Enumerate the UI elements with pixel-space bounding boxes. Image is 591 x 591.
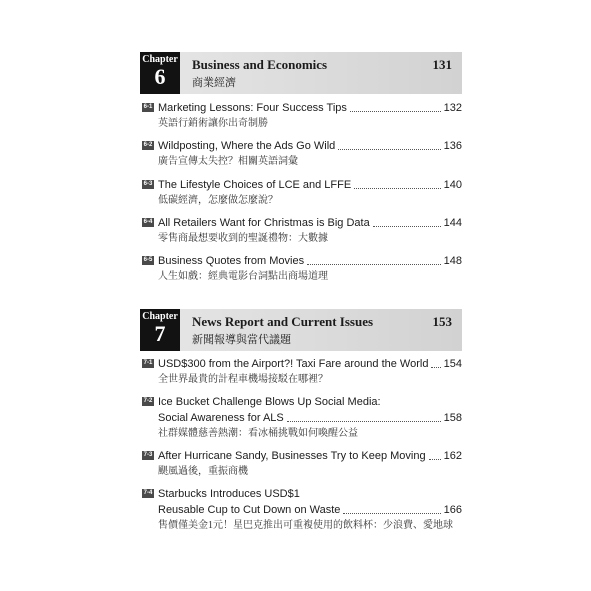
entry-title-line-1: Starbucks Introduces USD$1 — [158, 488, 300, 500]
toc-entry-6-5[interactable] — [142, 253, 462, 284]
entry-subtitle: 英語行銷術讓你出奇制勝 — [158, 118, 268, 129]
entry-title: The Lifestyle Choices of LCE and LFFE — [158, 179, 352, 191]
entry-subtitle: 人生如戲：經典電影台詞點出商場道理 — [158, 271, 328, 282]
entry-title-line-2: Social Awareness for ALS — [158, 412, 284, 424]
entry-title: Business Quotes from Movies — [158, 255, 305, 267]
chapter-7-header — [140, 309, 462, 351]
entry-title: Marketing Lessons: Four Success Tips — [158, 102, 347, 114]
entry-page: 158 — [443, 412, 462, 424]
chapter-subtitle: 新聞報導與當代議題 — [192, 334, 291, 346]
entry-subtitle: 全世界最貴的計程車機場接駁在哪裡？ — [158, 374, 328, 385]
chapter-title: News Report and Current Issues — [192, 314, 374, 329]
leader-dots — [354, 188, 440, 189]
entry-tag: 6-3 — [143, 181, 153, 187]
chapter-page: 153 — [432, 314, 452, 329]
entry-page: 148 — [443, 255, 462, 267]
toc-entry-7-4[interactable] — [142, 486, 462, 533]
entry-tag: 7-4 — [143, 490, 153, 496]
toc-entry-6-3[interactable] — [142, 177, 462, 208]
entry-page: 136 — [443, 140, 462, 152]
entry-subtitle: 低碳經濟，怎麼做怎麼說？ — [158, 195, 278, 206]
entry-page: 154 — [443, 358, 462, 370]
entry-title: After Hurricane Sandy, Businesses Try to Keep Moving — [158, 450, 426, 462]
entry-tag: 6-2 — [143, 142, 153, 148]
entry-title: USD$300 from the Airport?! Taxi Fare around the World — [158, 358, 429, 370]
leader-dots — [431, 367, 440, 368]
entry-page: 162 — [443, 450, 462, 462]
toc-entry-6-4[interactable] — [142, 215, 462, 246]
chapter-number: 7 — [154, 321, 166, 346]
chapter-page: 131 — [432, 57, 452, 72]
chapter-title: Business and Economics — [192, 57, 328, 72]
entry-subtitle: 社群媒體慈善熱潮：看冰桶挑戰如何喚醒公益 — [158, 428, 358, 439]
toc-entry-7-3[interactable] — [142, 448, 462, 479]
chapter-label: Chapter — [142, 311, 178, 322]
entry-page: 144 — [443, 217, 462, 229]
entry-title-line-1: Ice Bucket Challenge Blows Up Social Media: — [158, 396, 381, 408]
entry-subtitle: 零售商最想要收到的聖誕禮物：大數據 — [158, 233, 328, 244]
entry-subtitle: 廣告宣傳太失控？相關英語詞彙 — [158, 156, 298, 167]
leader-dots — [287, 421, 441, 422]
entry-title: Wildposting, Where the Ads Go Wild — [158, 140, 336, 152]
entry-tag: 7-2 — [143, 398, 153, 404]
chapter-6-header — [140, 52, 462, 94]
toc-entry-7-2[interactable] — [142, 394, 462, 441]
entry-page: 132 — [443, 102, 462, 114]
toc-entry-6-1[interactable] — [142, 100, 462, 131]
entry-title-line-2: Reusable Cup to Cut Down on Waste — [158, 504, 341, 516]
entry-tag: 6-4 — [143, 219, 153, 225]
chapter-subtitle: 商業經濟 — [192, 77, 236, 89]
toc-entry-6-2[interactable] — [142, 138, 462, 169]
toc-entry-7-1[interactable] — [142, 356, 462, 387]
entry-page: 166 — [443, 504, 462, 516]
chapter-number: 6 — [154, 64, 166, 89]
chapter-number-box — [140, 52, 180, 94]
chapter-title-band — [180, 52, 462, 94]
entry-subtitle: 颶風過後，重振商機 — [158, 466, 248, 477]
leader-dots — [350, 111, 441, 112]
leader-dots — [373, 226, 441, 227]
leader-dots — [343, 513, 440, 514]
entry-tag: 7-1 — [143, 360, 153, 366]
leader-dots — [429, 459, 441, 460]
chapter-label: Chapter — [142, 54, 178, 65]
entry-page: 140 — [443, 179, 462, 191]
chapter-title-band — [180, 309, 462, 351]
entry-title: All Retailers Want for Christmas is Big Data — [158, 217, 370, 229]
entry-tag: 6-5 — [143, 257, 153, 263]
entry-subtitle: 售價僅美金1元！星巴克推出可重複使用的飲料杯：少浪費、愛地球 — [158, 520, 453, 531]
entry-tag: 7-3 — [143, 452, 153, 458]
leader-dots — [307, 264, 441, 265]
leader-dots — [338, 149, 440, 150]
entry-tag: 6-1 — [143, 104, 153, 110]
chapter-number-box — [140, 309, 180, 351]
